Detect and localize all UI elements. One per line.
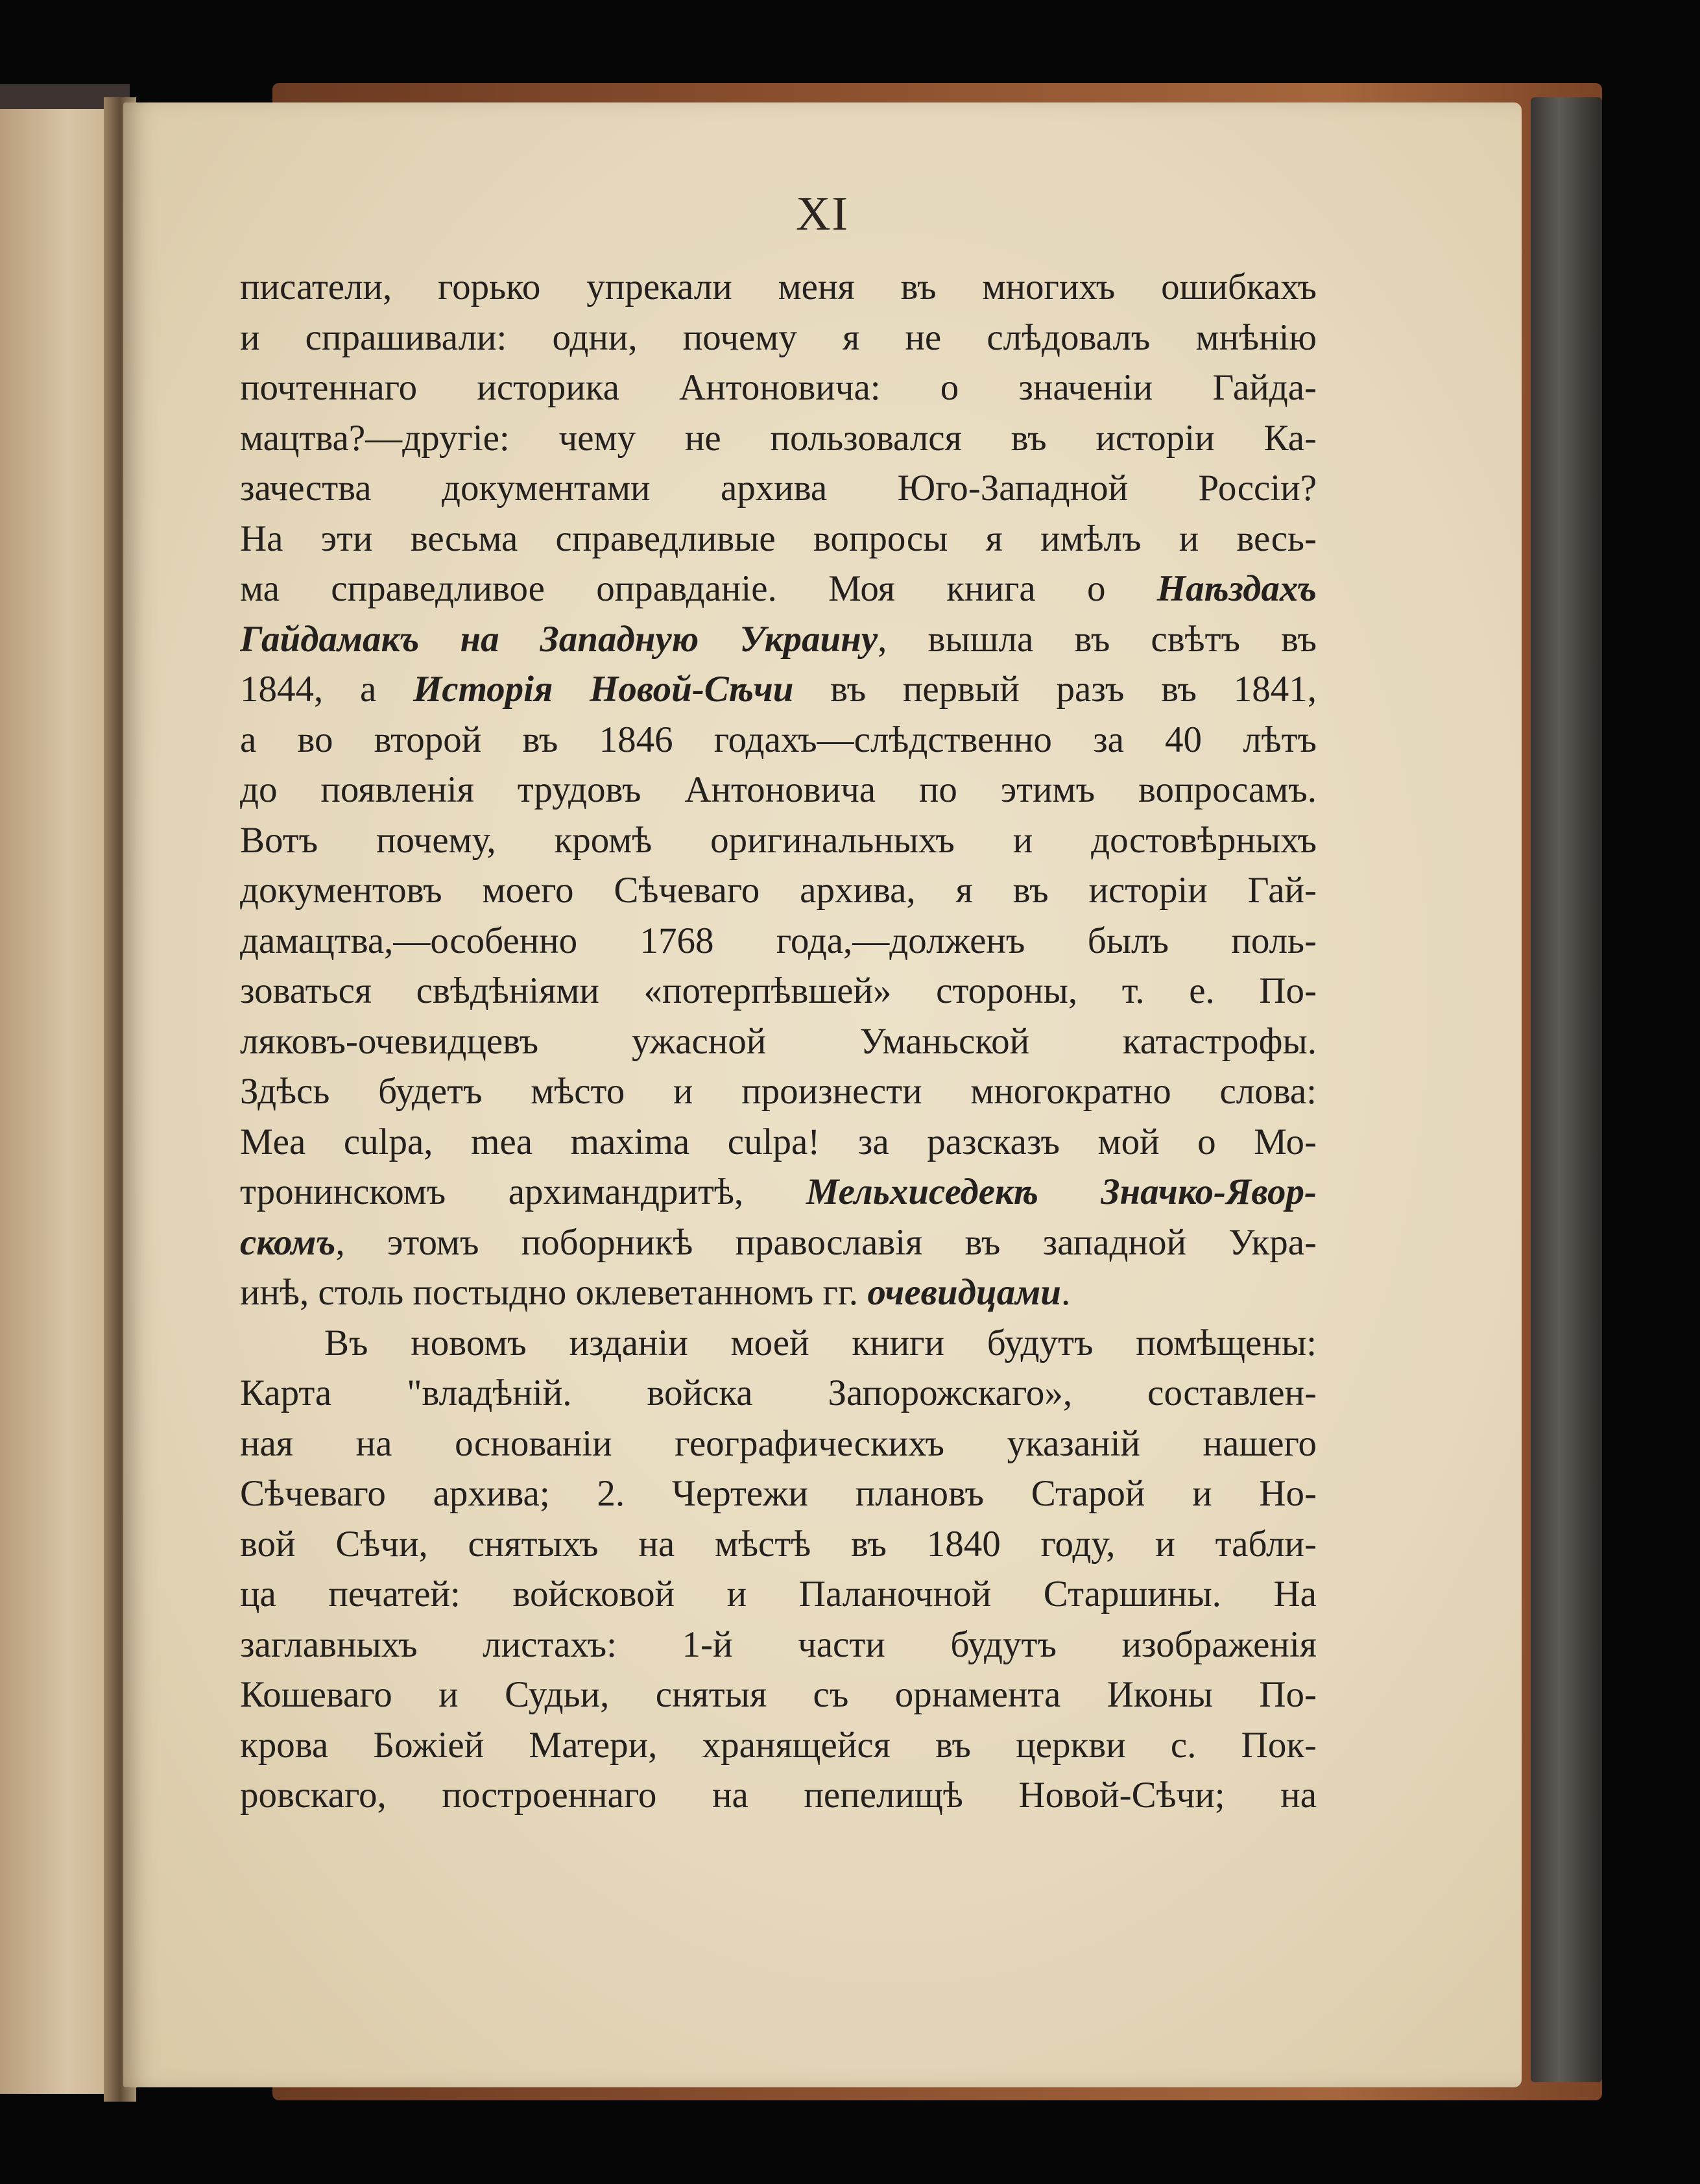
text-line: до появленія трудовъ Антоновича по этимъ вопросамъ. xyxy=(240,769,1317,810)
text-line: На эти весьма справедливые вопросы я имѣлъ и весь- xyxy=(240,518,1317,559)
text-line: мацтва?—другіе: чему не пользовался въ исторіи Ка- xyxy=(240,417,1317,459)
text-line: Здѣсь будетъ мѣсто и произнести многократно слова: xyxy=(240,1071,1317,1112)
text-line: Mea culpa, mea maxima culpa! за разсказъ мой о Мо- xyxy=(240,1121,1317,1162)
text-line: Сѣчеваго архива; 2. Чертежи плановъ Старой и Но- xyxy=(240,1473,1317,1514)
italic-title: Исторія Новой-Сѣчи xyxy=(413,669,794,710)
text-line: зоваться свѣдѣніями «потерпѣвшей» стороны, т. е. По- xyxy=(240,970,1317,1011)
text-line: почтеннаго историка Антоновича: о значеніи Гайда- xyxy=(240,367,1317,408)
text-line: писатели, горько упрекали меня въ многихъ ошибкахъ xyxy=(240,267,1317,307)
text-line: ма справедливое оправданіе. Моя книга о Наѣздахъ xyxy=(240,568,1317,609)
text-line: тронинскомъ архимандритѣ, Мельхиседекѣ Значко-Явор- xyxy=(240,1171,1317,1212)
page-number: XI xyxy=(795,187,850,241)
text-line: ная на основаніи географическихъ указаній нашего xyxy=(240,1422,1317,1464)
text-line: а во второй въ 1846 годахъ—слѣдственно за 40 лѣтъ xyxy=(240,719,1317,760)
text-line: Кошеваго и Судьи, снятыя съ орнамента Иконы По- xyxy=(240,1674,1317,1715)
italic-name: скомъ xyxy=(240,1221,336,1263)
text-line: зачества документами архива Юго-Западной Россіи? xyxy=(240,468,1317,509)
text-line-paragraph-start: Въ новомъ изданіи моей книги будутъ помѣщены: xyxy=(324,1322,1317,1363)
text-line: Карта "владѣній. войска Запорожскаго», составлен- xyxy=(240,1373,1317,1413)
italic-title: Гайдамакъ на Западную Украину xyxy=(240,618,878,660)
page-block-edge xyxy=(1531,97,1602,2082)
text-line: ца печатей: войсковой и Паланочной Старшины. На xyxy=(240,1574,1317,1614)
text-line: документовъ моего Сѣчеваго архива, я въ исторіи Гай- xyxy=(240,870,1317,911)
right-page xyxy=(123,102,1522,2087)
text-line: Гайдамакъ на Западную Украину, вышла въ свѣтъ въ xyxy=(240,618,1317,660)
text-line: инѣ, столь постыдно оклеветанномъ гг. очевидцами. xyxy=(240,1272,1071,1313)
text-line: скомъ, этомъ поборникѣ православія въ западной Укра- xyxy=(240,1221,1317,1263)
text-line: 1844, а Исторія Новой-Сѣчи въ первый разъ въ 1841, xyxy=(240,669,1317,710)
text-line: заглавныхъ листахъ: 1-й части будутъ изображенія xyxy=(240,1624,1317,1665)
italic-title: Наѣздахъ xyxy=(1156,568,1317,609)
text-line: вой Сѣчи, снятыхъ на мѣстѣ въ 1840 году, и табли- xyxy=(240,1523,1317,1565)
text-line: крова Божіей Матери, хранящейся въ церкви с. Пок- xyxy=(240,1724,1317,1766)
italic-name: Мельхиседекѣ Значко-Явор- xyxy=(806,1171,1317,1212)
text-line: ляковъ-очевидцевъ ужасной Уманьской катастрофы. xyxy=(240,1020,1317,1062)
text-line: дамацтва,—особенно 1768 года,—долженъ былъ поль- xyxy=(240,920,1317,961)
body-text xyxy=(240,262,1317,1821)
text-line: Вотъ почему, кромѣ оригинальныхъ и достовѣрныхъ xyxy=(240,819,1317,861)
text-line: ровскаго, построеннаго на пепелищѣ Новой-Сѣчи; на xyxy=(240,1775,1317,1816)
text-line: и спрашивали: одни, почему я не слѣдовалъ мнѣнію xyxy=(240,317,1317,358)
italic-word: очевидцами xyxy=(867,1272,1061,1313)
